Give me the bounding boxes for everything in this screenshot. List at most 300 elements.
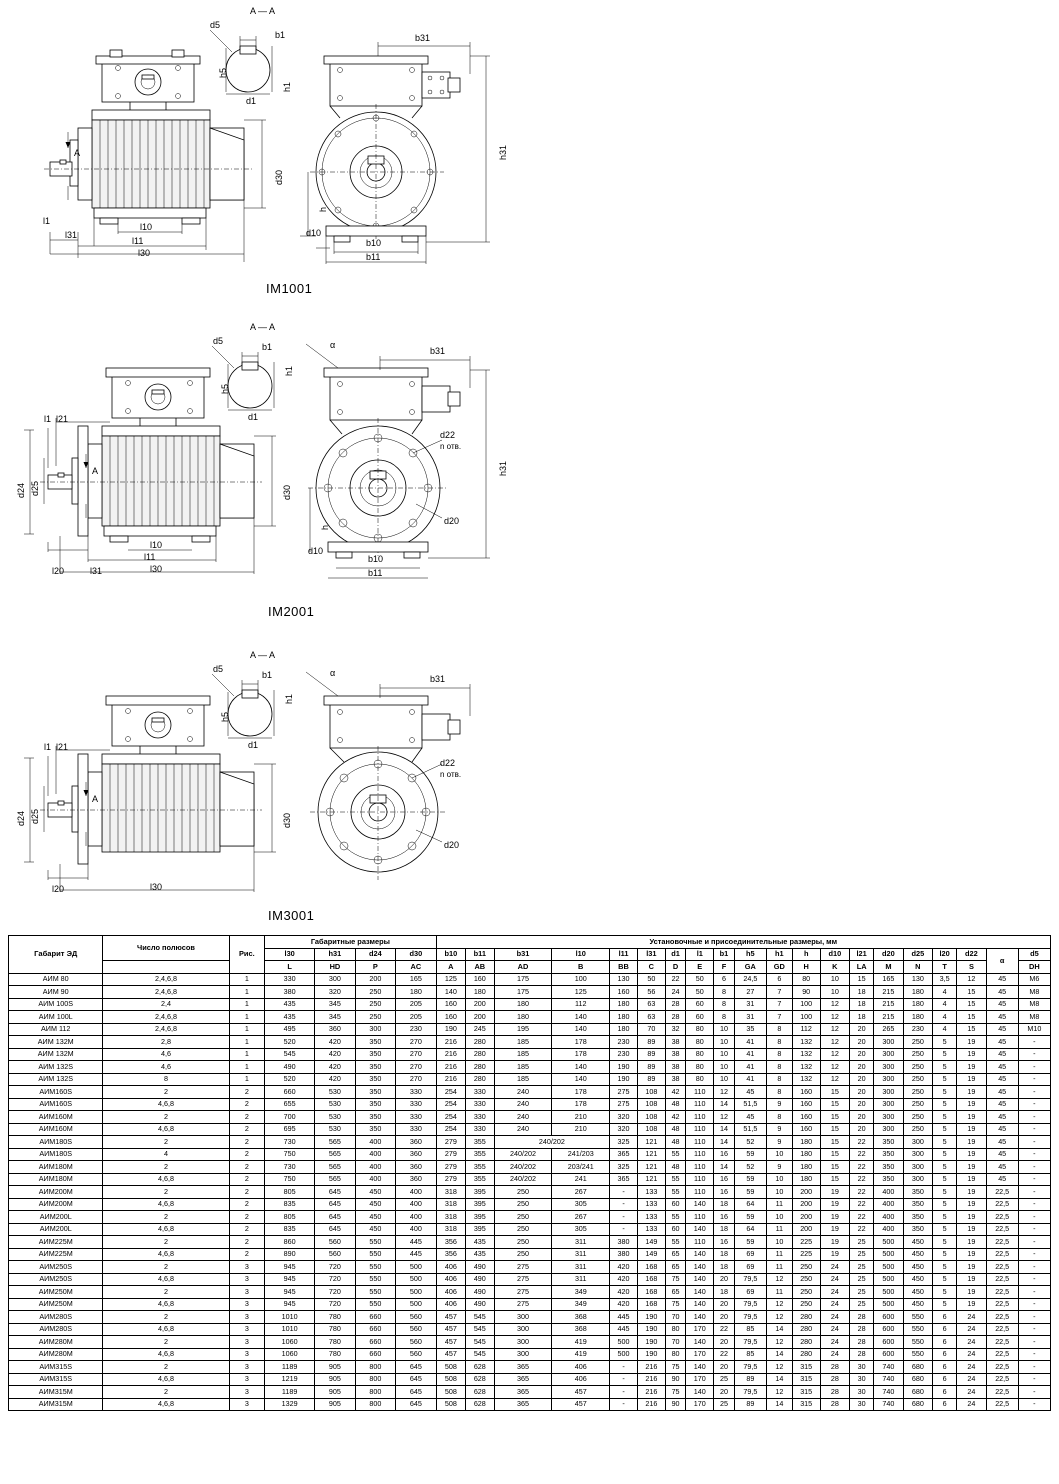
cell-value: 660 — [265, 1086, 315, 1099]
cell-frame-size: АИМ180М — [9, 1161, 103, 1174]
cell-value: 420 — [610, 1273, 638, 1286]
cell-value: 22,5 — [986, 1298, 1018, 1311]
cell-value: 6 — [766, 973, 792, 986]
col2-BB: BB — [610, 961, 638, 974]
cell-value: - — [1018, 1098, 1050, 1111]
cell-value: 450 — [355, 1211, 395, 1224]
cell-value: 945 — [265, 1298, 315, 1311]
cell-value: 500 — [396, 1286, 437, 1299]
cell-value: 315 — [792, 1398, 820, 1411]
cell-value: 628 — [466, 1361, 495, 1374]
cell-value: 185 — [494, 1073, 552, 1086]
cell-value: 25 — [850, 1248, 874, 1261]
cell-frame-size: АИМ 132М — [9, 1048, 103, 1061]
cell-value: 495 — [265, 1023, 315, 1036]
cell-value: 350 — [355, 1061, 395, 1074]
cell-value: 8 — [103, 1073, 229, 1086]
cell-value: 80 — [665, 1323, 686, 1336]
cell-value: 200 — [355, 973, 395, 986]
cell-value: 110 — [686, 1123, 714, 1136]
cell-value: 180 — [610, 998, 638, 1011]
cell-value: 2 — [103, 1361, 229, 1374]
col2-S: S — [957, 961, 986, 974]
cell-value: 406 — [552, 1373, 610, 1386]
cell-value: 4,6,8 — [103, 1298, 229, 1311]
cell-value: 55 — [665, 1236, 686, 1249]
cell-value: 4,6,8 — [103, 1173, 229, 1186]
cell-value: 200 — [466, 998, 495, 1011]
cell-value: 250 — [903, 1123, 932, 1136]
label-alpha-2: α — [330, 340, 336, 350]
cell-value: 45 — [986, 1148, 1018, 1161]
cell-value: 250 — [903, 1036, 932, 1049]
cell-value: 140 — [686, 1298, 714, 1311]
cell-value: 300 — [903, 1136, 932, 1149]
cell-value: 250 — [903, 1061, 932, 1074]
cell-value: 560 — [396, 1336, 437, 1349]
cell-frame-size: АИМ200М — [9, 1186, 103, 1199]
cell-value: 12 — [766, 1298, 792, 1311]
label-l30-3: l30 — [150, 882, 163, 892]
cell-value: 550 — [355, 1286, 395, 1299]
cell-value: 318 — [436, 1223, 465, 1236]
col2-LA: LA — [850, 961, 874, 974]
cell-value: 45 — [986, 1136, 1018, 1149]
cell-value: 267 — [552, 1186, 610, 1199]
cell-value: 19 — [957, 1161, 986, 1174]
cell-value: - — [1018, 1348, 1050, 1361]
cell-value: 20 — [850, 1036, 874, 1049]
cell-value: 270 — [396, 1036, 437, 1049]
cell-value: 210 — [552, 1111, 610, 1124]
col-l21: l21 — [850, 948, 874, 961]
cell-value: 22 — [850, 1198, 874, 1211]
cell-value: 270 — [396, 1073, 437, 1086]
cell-value: 530 — [315, 1111, 355, 1124]
cell-value: 15 — [957, 1023, 986, 1036]
table-row — [9, 1211, 1051, 1224]
cell-value: 149 — [637, 1236, 665, 1249]
cell-value: 6 — [933, 1323, 957, 1336]
cell-value: 112 — [792, 1023, 820, 1036]
cell-value: 300 — [874, 1036, 903, 1049]
label-n-otv-3: n отв. — [440, 770, 462, 779]
cell-value: 490 — [466, 1286, 495, 1299]
cell-frame-size: АИМ250S — [9, 1273, 103, 1286]
cell-value: 450 — [903, 1248, 932, 1261]
cell-value: 19 — [957, 1286, 986, 1299]
cell-value: 6 — [933, 1386, 957, 1399]
table-row — [9, 1161, 1051, 1174]
cell-value: 545 — [466, 1336, 495, 1349]
cell-value: 508 — [436, 1386, 465, 1399]
cell-value: 216 — [436, 1073, 465, 1086]
cell-value: 250 — [792, 1261, 820, 1274]
cell-frame-size: АИМ225М — [9, 1236, 103, 1249]
table-row — [9, 1348, 1051, 1361]
label-d24-3: d24 — [16, 810, 26, 826]
cell-value: 315 — [792, 1386, 820, 1399]
cell-value: 19 — [957, 1198, 986, 1211]
table-row — [9, 1136, 1051, 1149]
cell-value: 132 — [792, 1036, 820, 1049]
cell-value: 5 — [933, 1198, 957, 1211]
label-alpha-3: α — [330, 668, 336, 678]
cell-value: 1 — [229, 1073, 265, 1086]
cell-value: 45 — [986, 1036, 1018, 1049]
cell-value: 1 — [229, 1011, 265, 1024]
cell-value: 750 — [265, 1173, 315, 1186]
table-row — [9, 1298, 1051, 1311]
cell-value: 80 — [686, 1073, 714, 1086]
cell-value: 20 — [714, 1336, 735, 1349]
cell-value: 180 — [792, 1173, 820, 1186]
cell-value: 1189 — [265, 1386, 315, 1399]
cell-value: 435 — [265, 998, 315, 1011]
cell-value: 5 — [933, 1098, 957, 1111]
cell-frame-size: АИМ180М — [9, 1173, 103, 1186]
table-row — [9, 1186, 1051, 1199]
cell-value: 330 — [396, 1086, 437, 1099]
cell-value: 254 — [436, 1098, 465, 1111]
col2-HD: HD — [315, 961, 355, 974]
cell-value: 545 — [466, 1323, 495, 1336]
cell-frame-size: АИМ160М — [9, 1123, 103, 1136]
cell-frame-size: АИМ250М — [9, 1298, 103, 1311]
label-l10-2: l10 — [150, 540, 163, 550]
table-row — [9, 1223, 1051, 1236]
label-d5-3: d5 — [213, 664, 224, 674]
cell-value: 279 — [436, 1161, 465, 1174]
cell-value: 230 — [396, 1023, 437, 1036]
cell-value: 740 — [874, 1361, 903, 1374]
cell-value: 2 — [229, 1223, 265, 1236]
figure-im2001 — [0, 318, 520, 623]
col2-AD: AD — [494, 961, 552, 974]
cell-value: 280 — [792, 1348, 820, 1361]
cell-value: 133 — [637, 1186, 665, 1199]
cell-value: - — [1018, 1261, 1050, 1274]
cell-value: 406 — [552, 1361, 610, 1374]
cell-value: 22,5 — [986, 1236, 1018, 1249]
cell-value: 300 — [874, 1073, 903, 1086]
cell-value: 12 — [820, 1073, 849, 1086]
cell-value: 45 — [986, 1073, 1018, 1086]
cell-value: - — [1018, 1311, 1050, 1324]
cell-value: 420 — [315, 1036, 355, 1049]
cell-value: 5 — [933, 1036, 957, 1049]
label-l10: l10 — [140, 222, 153, 232]
cell-value: 121 — [637, 1173, 665, 1186]
cell-value: 19 — [957, 1086, 986, 1099]
cell-frame-size: АИМ200L — [9, 1211, 103, 1224]
cell-frame-size: АИМ280S — [9, 1323, 103, 1336]
cell-value: 240 — [494, 1123, 552, 1136]
cell-value: 15 — [820, 1136, 849, 1149]
cell-value: 30 — [850, 1386, 874, 1399]
cell-value: 1010 — [265, 1311, 315, 1324]
cell-value: 1 — [229, 1048, 265, 1061]
col-h31: h31 — [315, 948, 355, 961]
cell-value: 59 — [734, 1173, 766, 1186]
cell-value: 19 — [820, 1223, 849, 1236]
cell-value: 311 — [552, 1248, 610, 1261]
cell-value: 225 — [792, 1248, 820, 1261]
cell-value: 360 — [396, 1161, 437, 1174]
table-row — [9, 1236, 1051, 1249]
cell-value: 3 — [229, 1298, 265, 1311]
cell-value: 170 — [686, 1323, 714, 1336]
cell-value: 22,5 — [986, 1273, 1018, 1286]
cell-value: 22,5 — [986, 1286, 1018, 1299]
cell-value: 64 — [734, 1198, 766, 1211]
cell-value: 365 — [494, 1386, 552, 1399]
cell-value: 550 — [355, 1261, 395, 1274]
label-section-a-a-3: A — A — [250, 650, 276, 660]
cell-value: 5 — [933, 1273, 957, 1286]
cell-value: 400 — [874, 1198, 903, 1211]
cell-value: 835 — [265, 1198, 315, 1211]
cell-value: 24 — [957, 1373, 986, 1386]
cell-value: 170 — [686, 1398, 714, 1411]
cell-value: 180 — [396, 986, 437, 999]
cell-value: 12 — [820, 1023, 849, 1036]
cell-value: 450 — [355, 1223, 395, 1236]
cell-value: 318 — [436, 1198, 465, 1211]
cell-value: 41 — [734, 1061, 766, 1074]
cell-value: 160 — [792, 1123, 820, 1136]
cell-value: 63 — [637, 1011, 665, 1024]
cell-value: 180 — [610, 1011, 638, 1024]
cell-value: 300 — [874, 1098, 903, 1111]
cell-value: 628 — [466, 1386, 495, 1399]
cell-value: 400 — [874, 1211, 903, 1224]
cell-value: 1329 — [265, 1398, 315, 1411]
table-row — [9, 1048, 1051, 1061]
cell-value: 350 — [355, 1073, 395, 1086]
cell-value: 19 — [957, 1148, 986, 1161]
cell-value: 215 — [874, 1011, 903, 1024]
col-d22: d22 — [957, 948, 986, 961]
label-l1-3: l1 — [44, 742, 52, 752]
cell-value: - — [610, 1386, 638, 1399]
cell-value: 250 — [903, 1111, 932, 1124]
col-d25: d25 — [903, 948, 932, 961]
cell-value: 3 — [229, 1286, 265, 1299]
cell-value: 22,5 — [986, 1261, 1018, 1274]
cell-value: - — [610, 1373, 638, 1386]
cell-value: 48 — [665, 1136, 686, 1149]
cell-value: 100 — [792, 998, 820, 1011]
cell-value: 19 — [957, 1236, 986, 1249]
cell-value: 28 — [665, 1011, 686, 1024]
cell-value: 140 — [686, 1248, 714, 1261]
cell-value: - — [1018, 1073, 1050, 1086]
cell-value: 945 — [265, 1273, 315, 1286]
table-row — [9, 998, 1051, 1011]
cell-value: 1060 — [265, 1336, 315, 1349]
cell-value: 330 — [466, 1098, 495, 1111]
cell-value: 350 — [355, 1123, 395, 1136]
cell-value: 25 — [850, 1273, 874, 1286]
cell-value: 350 — [903, 1186, 932, 1199]
cell-value: 600 — [874, 1336, 903, 1349]
cell-value: 2 — [103, 1386, 229, 1399]
figure-im3001 — [0, 640, 520, 930]
cell-value: - — [1018, 1048, 1050, 1061]
cell-value: 400 — [355, 1136, 395, 1149]
cell-value: 250 — [792, 1298, 820, 1311]
cell-value: 25 — [714, 1373, 735, 1386]
cell-value: 720 — [315, 1261, 355, 1274]
table-head — [9, 936, 1051, 974]
cell-value: - — [610, 1211, 638, 1224]
cell-value: 45 — [986, 1098, 1018, 1111]
cell-value: 22,5 — [986, 1323, 1018, 1336]
cell-value: 300 — [874, 1086, 903, 1099]
cell-value: 190 — [637, 1323, 665, 1336]
cell-value: 2 — [229, 1123, 265, 1136]
cell-value: 355 — [466, 1173, 495, 1186]
cell-value: 780 — [315, 1348, 355, 1361]
cell-value: 200 — [792, 1186, 820, 1199]
cell-value: 80 — [665, 1348, 686, 1361]
cell-value: 140 — [686, 1198, 714, 1211]
cell-value: 835 — [265, 1223, 315, 1236]
cell-value: 16 — [714, 1186, 735, 1199]
cell-value: 24 — [957, 1361, 986, 1374]
cell-value: 250 — [355, 986, 395, 999]
cell-value: 280 — [466, 1036, 495, 1049]
cell-value: 545 — [466, 1348, 495, 1361]
cell-value: 15 — [820, 1148, 849, 1161]
cell-value: 216 — [436, 1061, 465, 1074]
cell-value: 1 — [229, 986, 265, 999]
cell-value: 311 — [552, 1273, 610, 1286]
cell-value: 320 — [610, 1123, 638, 1136]
cell-value: 11 — [766, 1223, 792, 1236]
cell-value: 450 — [355, 1198, 395, 1211]
cell-frame-size: АИМ315S — [9, 1373, 103, 1386]
cell-value: 19 — [820, 1186, 849, 1199]
cell-value: 24 — [957, 1348, 986, 1361]
cell-value: 270 — [396, 1061, 437, 1074]
cell-value: 645 — [396, 1386, 437, 1399]
cell-value: 190 — [436, 1023, 465, 1036]
col-d24: d24 — [355, 948, 395, 961]
cell-value: 7 — [766, 1011, 792, 1024]
cell-value: 1 — [229, 998, 265, 1011]
cell-value: 4,6,8 — [103, 1348, 229, 1361]
cell-value: 70 — [665, 1336, 686, 1349]
cell-value: 1 — [229, 973, 265, 986]
cell-value: 280 — [466, 1073, 495, 1086]
cell-value: 530 — [315, 1086, 355, 1099]
cell-value: 20 — [714, 1386, 735, 1399]
cell-value: 365 — [610, 1148, 638, 1161]
cell-value: 10 — [766, 1236, 792, 1249]
cell-value: 45 — [986, 1061, 1018, 1074]
cell-value: 75 — [665, 1361, 686, 1374]
label-h1-2: h1 — [284, 365, 294, 376]
cell-value: 12 — [766, 1311, 792, 1324]
cell-value: 315 — [792, 1373, 820, 1386]
label-d30-2: d30 — [282, 484, 292, 500]
cell-value: 22 — [714, 1323, 735, 1336]
cell-value: 2 — [103, 1286, 229, 1299]
cell-value: 108 — [637, 1111, 665, 1124]
cell-value: 457 — [436, 1336, 465, 1349]
cell-value: 90 — [792, 986, 820, 999]
cell-value: 65 — [665, 1286, 686, 1299]
table-row — [9, 1061, 1051, 1074]
cell-value: - — [1018, 1061, 1050, 1074]
cell-value: 24 — [820, 1323, 849, 1336]
cell-value: - — [1018, 1248, 1050, 1261]
cell-value: 180 — [466, 986, 495, 999]
cell-value: 3 — [229, 1361, 265, 1374]
cell-value: 400 — [874, 1223, 903, 1236]
cell-value: 400 — [355, 1161, 395, 1174]
cell-value: 110 — [686, 1098, 714, 1111]
label-d1: d1 — [246, 96, 257, 106]
cell-value: 24 — [957, 1398, 986, 1411]
cell-frame-size: АИМ 132S — [9, 1073, 103, 1086]
cell-value: 110 — [686, 1211, 714, 1224]
table-row — [9, 1273, 1051, 1286]
cell-value: 190 — [637, 1336, 665, 1349]
label-section-a-a-2: A — A — [250, 322, 276, 332]
cell-value: 1219 — [265, 1373, 315, 1386]
cell-value: 45 — [986, 1048, 1018, 1061]
cell-value: 420 — [610, 1298, 638, 1311]
cell-value: 500 — [396, 1273, 437, 1286]
cell-value: - — [1018, 1086, 1050, 1099]
cell-value: 31 — [734, 1011, 766, 1024]
cell-value: 19 — [957, 1073, 986, 1086]
cell-value: 355 — [466, 1161, 495, 1174]
cell-value: 905 — [315, 1386, 355, 1399]
cell-value: 305 — [552, 1223, 610, 1236]
cell-value: 311 — [552, 1236, 610, 1249]
label-d10-2: d10 — [308, 546, 324, 556]
cell-value: 655 — [265, 1098, 315, 1111]
cell-value: 5 — [933, 1111, 957, 1124]
cell-value: 435 — [466, 1248, 495, 1261]
cell-value: 20 — [850, 1023, 874, 1036]
cell-value: 300 — [874, 1048, 903, 1061]
label-l30-2: l30 — [150, 564, 163, 574]
cell-value: 132 — [792, 1048, 820, 1061]
cell-value: 349 — [552, 1298, 610, 1311]
label-section-arrow-a-3: A — [92, 794, 99, 804]
cell-value: 720 — [315, 1286, 355, 1299]
cell-value: 175 — [494, 973, 552, 986]
cell-value: 22 — [850, 1173, 874, 1186]
cell-value: 19 — [957, 1061, 986, 1074]
cell-value: 24 — [820, 1311, 849, 1324]
cell-value: 2,4,6,8 — [103, 1011, 229, 1024]
cell-value: 2 — [103, 1236, 229, 1249]
cell-value: 140 — [436, 986, 465, 999]
cell-value: 250 — [494, 1211, 552, 1224]
cell-value: - — [1018, 1173, 1050, 1186]
cell-value: 10 — [820, 986, 849, 999]
cell-value: 500 — [874, 1286, 903, 1299]
cell-value: 9 — [766, 1161, 792, 1174]
cell-value: 160 — [466, 973, 495, 986]
cell-value: 168 — [637, 1298, 665, 1311]
